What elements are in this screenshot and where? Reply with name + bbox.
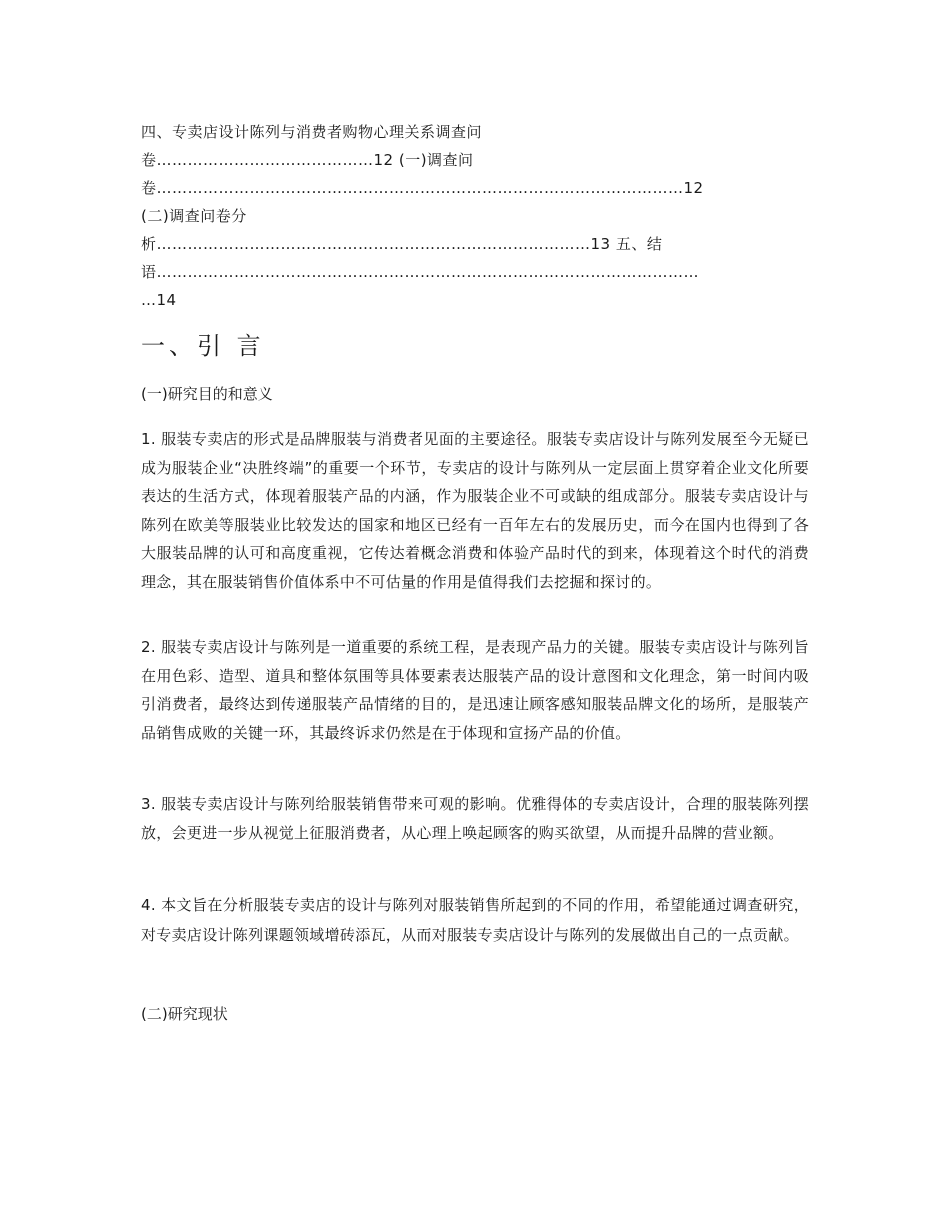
toc-line: 四、专卖店设计陈列与消费者购物心理关系调查问 [141, 123, 483, 141]
table-of-contents [141, 118, 809, 314]
toc-line: 语…………………………………………………………………………………………… [141, 263, 700, 281]
toc-line: 析…………………………………………………………………………13 五、结 [141, 235, 663, 253]
paragraph-2: 2. 服装专卖店设计与陈列是一道重要的系统工程，是表现产品力的关键。服装专卖店设计与陈列旨在用色彩、造型、道具和整体氛围等具体要素表达服装产品的设计意图和文化理念，第一时间内吸引消费者，最终达到传递服装产品情绪的目的，是迅速让顾客感知服装品牌文化的场所，是服装产品销售成败的关键一环，其最终诉求仍然是在于体现和宣扬产品的价值。 [141, 638, 809, 742]
subheading-research-purpose: (一)研究目的和意义 [141, 385, 273, 403]
paragraph-1: 1. 服装专卖店的形式是品牌服装与消费者见面的主要途径。服装专卖店设计与陈列发展至今无疑已成为服装企业“决胜终端”的重要一个环节，专卖店的设计与陈列从一定层面上贯穿着企业文化所要表达的生活方式，体现着服装产品的内涵，作为服装企业不可或缺的组成部分。服装专卖店设计与陈列在欧美等服装业比较发达的国家和地区已经有一百年左右的发展历史，而今在国内也得到了各大服装品牌的认可和高度重视，它传达着概念消费和体验产品时代的到来，体现着这个时代的消费理念，其在服装销售价值体系中不可估量的作用是值得我们去挖掘和探讨的。 [141, 430, 809, 591]
section-heading-introduction: 一、引 言 [141, 332, 265, 360]
toc-line: …14 [141, 291, 177, 309]
toc-line: 卷…………………………………………………………………………………………12 [141, 179, 704, 197]
subheading-research-status: (二)研究现状 [141, 1005, 228, 1023]
paragraph-4: 4. 本文旨在分析服装专卖店的设计与陈列对服装销售所起到的不同的作用，希望能通过调查研究，对专卖店设计陈列课题领域增砖添瓦，从而对服装专卖店设计与陈列的发展做出自己的一点贡献。 [141, 896, 809, 944]
paragraph-3: 3. 服装专卖店设计与陈列给服装销售带来可观的影响。优雅得体的专卖店设计，合理的服装陈列摆放，会更进一步从视觉上征服消费者，从心理上唤起顾客的购买欲望，从而提升品牌的营业额。 [141, 795, 809, 842]
toc-line: 卷……………………………………12 (一)调查问 [141, 151, 474, 169]
toc-line: (二)调查问卷分 [141, 207, 247, 225]
